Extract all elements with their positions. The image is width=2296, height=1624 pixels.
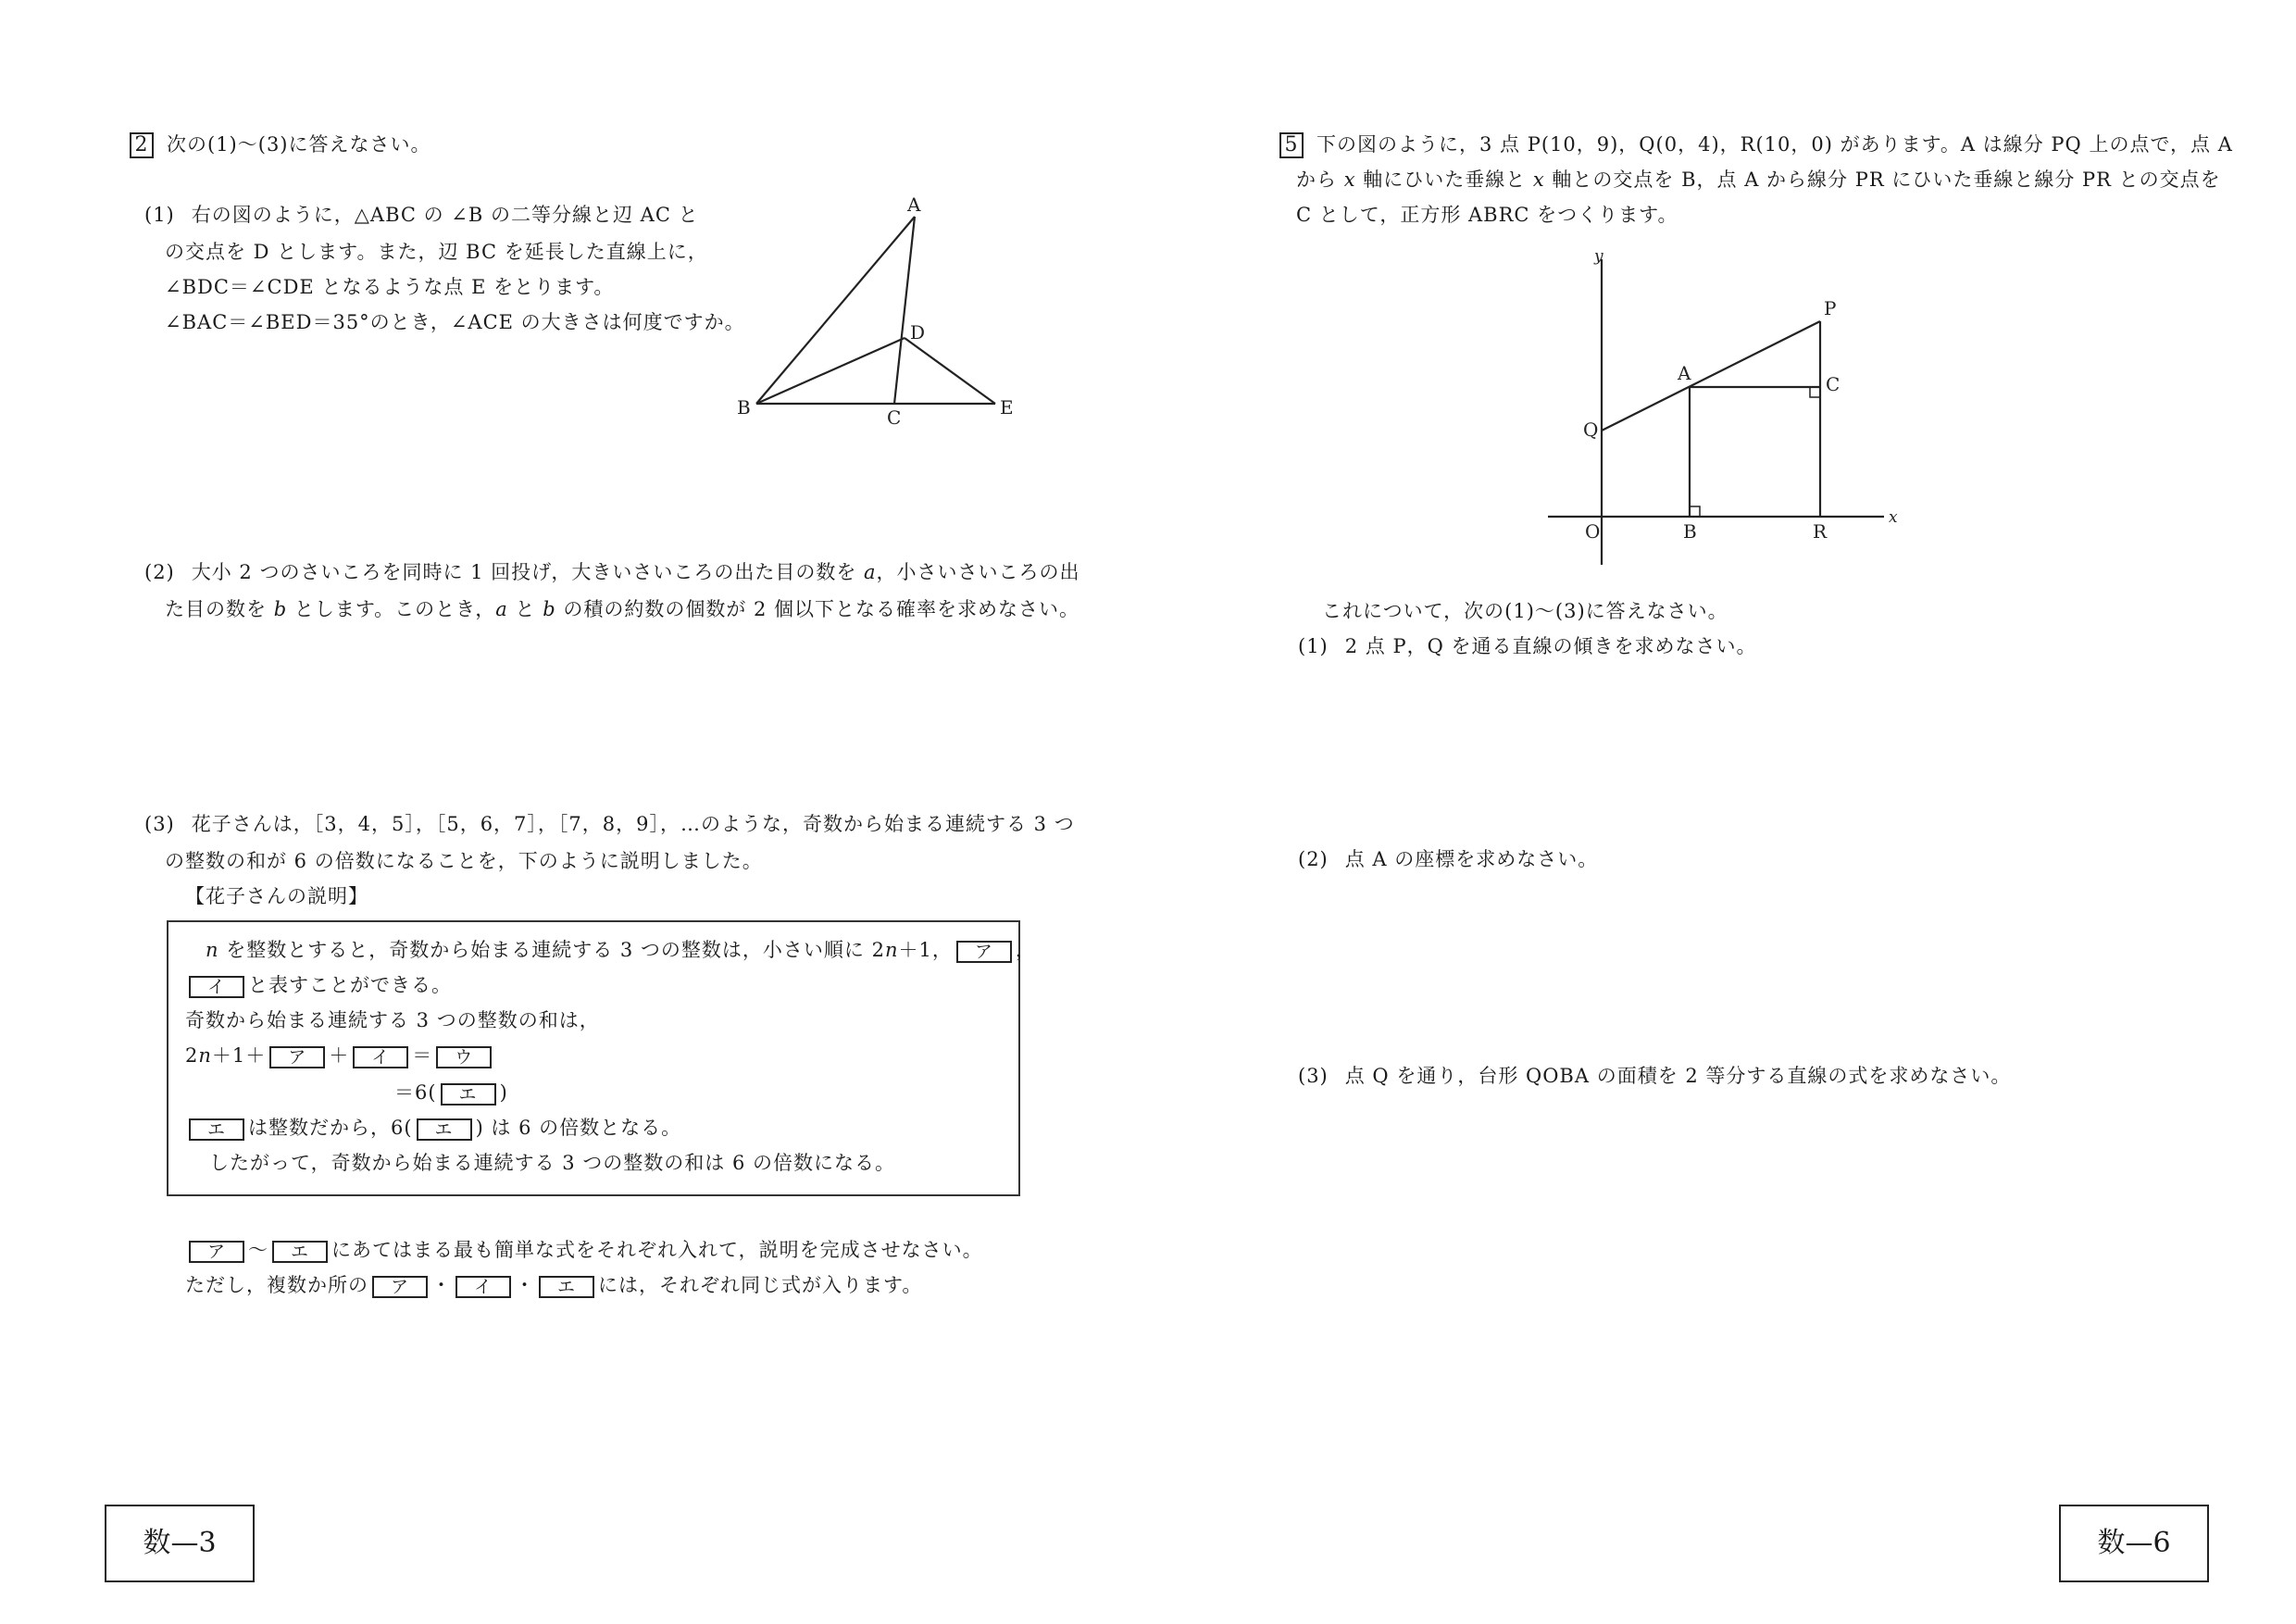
- page-number-right: 数—6: [2059, 1505, 2209, 1582]
- problem-3-instruction-2: ただし，複数か所の ア ・ イ ・ エ には，それぞれ同じ式が入ります。: [185, 1274, 923, 1297]
- vertex-label-e: E: [1000, 396, 1014, 418]
- explanation-line-2: イ と表すことができる。: [185, 972, 452, 998]
- blank-e: エ: [539, 1276, 594, 1298]
- question-number-2: 2: [130, 132, 154, 158]
- segment-ab: [756, 217, 915, 404]
- explanation-title: 【花子さんの説明】: [185, 885, 368, 907]
- blank-e: エ: [272, 1241, 328, 1263]
- problem-3-line-2: の整数の和が 6 の倍数になることを，下のように説明しました。: [165, 850, 763, 872]
- vertex-label-c: C: [887, 406, 902, 429]
- question-5-lead: これについて，次の(1)〜(3)に答えなさい。: [1322, 600, 1728, 622]
- axis-label-x: x: [1889, 508, 1898, 527]
- vertex-label-b: B: [737, 396, 751, 418]
- problem-1-line-3: ∠BDC＝∠CDE となるような点 E をとります。: [165, 276, 615, 298]
- explanation-line-6: エ は整数だから，6( エ ) は 6 の倍数となる。: [185, 1115, 681, 1141]
- segment-ac: [894, 217, 915, 404]
- blank-e: エ: [417, 1118, 472, 1141]
- triangle-figure: [731, 194, 1028, 435]
- question-5-line-3: C として，正方形 ABRC をつくります。: [1296, 204, 1678, 226]
- point-label-o: O: [1585, 520, 1601, 543]
- point-label-p: P: [1824, 297, 1837, 319]
- question-5-sub-1: (1) 2 点 P，Q を通る直線の傾きを求めなさい。: [1298, 635, 1757, 657]
- vertex-label-d: D: [910, 321, 926, 344]
- blank-e: エ: [441, 1083, 496, 1106]
- blank-a: ア: [269, 1046, 325, 1068]
- problem-2-line-1: (2) 大小 2 つのさいころを同時に 1 回投げ，大きいさいころの出た目の数を a，小さいさいころの出: [144, 561, 1080, 583]
- problem-2-line-2: た目の数を b とします。このとき，a と b の積の約数の個数が 2 個以下となる確率を求めなさい。: [165, 598, 1080, 620]
- coordinate-figure: [1537, 248, 1907, 581]
- segment-bd: [756, 338, 905, 404]
- blank-i: イ: [353, 1046, 408, 1068]
- question-5-sub-3: (3) 点 Q を通り，台形 QOBA の面積を 2 等分する直線の式を求めなさい。: [1298, 1065, 2012, 1087]
- vertex-label-a: A: [907, 194, 921, 216]
- segment-pq: [1602, 321, 1820, 431]
- point-label-q: Q: [1583, 418, 1599, 441]
- right-angle-mark-b: [1690, 506, 1700, 517]
- point-label-b: B: [1683, 520, 1697, 543]
- segment-de: [905, 338, 995, 404]
- question-2-header: 2 次の(1)〜(3)に答えなさい。: [130, 131, 431, 158]
- problem-3-instruction-1: ア 〜 エ にあてはまる最も簡単な式をそれぞれ入れて，説明を完成させなさい。: [185, 1237, 983, 1263]
- blank-e: エ: [189, 1118, 244, 1141]
- explanation-line-1: n を整数とすると，奇数から始まる連続する 3 つの整数は，小さい順に 2n＋1， ア ，: [206, 939, 1036, 962]
- page-number-left: 数—3: [105, 1505, 255, 1582]
- explanation-line-7: したがって，奇数から始まる連続する 3 つの整数の和は 6 の倍数になる。: [209, 1152, 895, 1174]
- point-label-r: R: [1813, 520, 1828, 543]
- right-angle-mark-c: [1810, 387, 1820, 397]
- blank-a: ア: [956, 941, 1012, 963]
- question-5-sub-2: (2) 点 A の座標を求めなさい。: [1298, 848, 1599, 870]
- blank-u: ウ: [436, 1046, 492, 1068]
- problem-1-line-2: の交点を D とします。また，辺 BC を延長した直線上に，: [165, 241, 708, 263]
- question-number-5: 5: [1279, 132, 1304, 158]
- problem-1-line-4: ∠BAC＝∠BED＝35°のとき，∠ACE の大きさは何度ですか。: [165, 311, 745, 333]
- question-5-line-2: から x 軸にひいた垂線と x 軸との交点を B，点 A から線分 PR にひいた垂線と線分 PR との交点を: [1296, 169, 2221, 191]
- blank-i: イ: [455, 1276, 511, 1298]
- question-5-line-1: 5 下の図のように，3 点 P(10，9)，Q(0，4)，R(10，0) があります。A は線分 PQ 上の点で，点 A: [1279, 131, 2233, 158]
- explanation-line-4: 2n＋1＋ ア ＋ イ ＝ ウ: [185, 1043, 495, 1068]
- point-label-a: A: [1678, 362, 1691, 384]
- problem-3-line-1: (3) 花子さんは，［3，4，5］，［5，6，7］，［7，8，9］，…のような，奇数から始まる連続する 3 つ: [144, 813, 1075, 835]
- point-label-c: C: [1826, 373, 1841, 395]
- blank-a: ア: [372, 1276, 428, 1298]
- axis-label-y: y: [1594, 248, 1603, 266]
- explanation-line-3: 奇数から始まる連続する 3 つの整数の和は，: [185, 1009, 600, 1031]
- problem-1-line-1: (1) 右の図のように，△ABC の ∠B の二等分線と辺 AC と: [144, 204, 699, 226]
- blank-i: イ: [189, 976, 244, 998]
- explanation-line-5: ＝6( エ ): [394, 1081, 508, 1105]
- blank-a: ア: [189, 1241, 244, 1263]
